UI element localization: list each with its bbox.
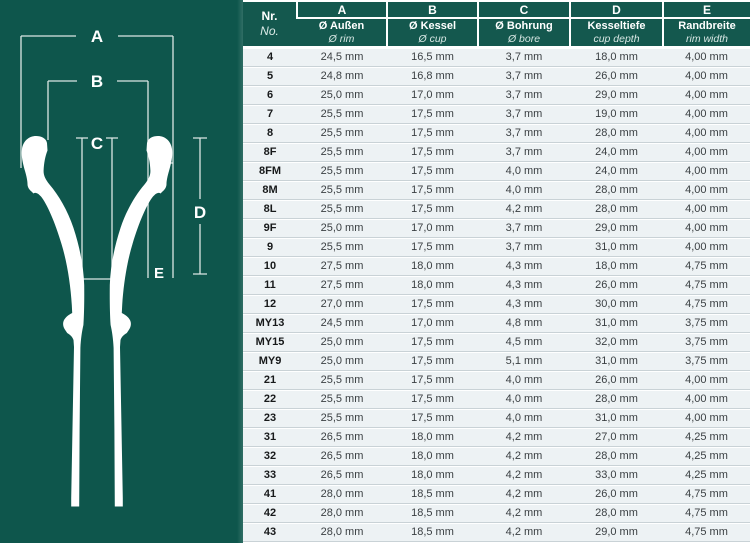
cell-nr: 10 [243,257,297,276]
cell-d: 24,0 mm [570,143,663,162]
cell-e: 4,75 mm [663,504,750,523]
column-header-b [387,18,478,47]
cell-c: 4,0 mm [478,181,570,200]
table-row [243,124,750,143]
table-row [243,105,750,124]
cell-c: 4,0 mm [478,371,570,390]
cell-c: 3,7 mm [478,238,570,257]
column-subtitle: Ø cup [418,33,447,45]
cell-nr: 8L [243,200,297,219]
cell-a: 27,5 mm [297,257,387,276]
cell-nr: 7 [243,105,297,124]
column-name: Kesseltiefe [587,20,646,32]
cell-b: 16,8 mm [387,67,478,86]
cell-a: 25,5 mm [297,371,387,390]
cell-d: 24,0 mm [570,162,663,181]
cell-a: 28,0 mm [297,523,387,542]
column-header-d [570,18,663,47]
cell-b: 17,5 mm [387,390,478,409]
cell-b: 18,0 mm [387,257,478,276]
cell-a: 25,0 mm [297,333,387,352]
cell-b: 17,5 mm [387,295,478,314]
cell-b: 18,0 mm [387,276,478,295]
spec-table-wrap [243,0,750,543]
cell-b: 16,5 mm [387,47,478,67]
cell-e: 4,25 mm [663,447,750,466]
column-subtitle: rim width [685,33,728,45]
cell-nr: 42 [243,504,297,523]
table-row [243,466,750,485]
nr-label: Nr. [261,9,278,23]
dimension-c-line [76,138,118,279]
table-row [243,257,750,276]
cell-a: 24,5 mm [297,314,387,333]
cell-b: 18,5 mm [387,504,478,523]
cell-e: 4,75 mm [663,257,750,276]
cell-e: 4,75 mm [663,485,750,504]
table-row [243,314,750,333]
column-letter-a: A [297,1,387,18]
cell-b: 18,5 mm [387,485,478,504]
cell-b: 17,5 mm [387,200,478,219]
cell-e: 4,00 mm [663,219,750,238]
cell-c: 4,5 mm [478,333,570,352]
column-letter-c: C [478,1,570,18]
cell-e: 4,00 mm [663,162,750,181]
cell-c: 4,8 mm [478,314,570,333]
cell-d: 30,0 mm [570,295,663,314]
cell-e: 3,75 mm [663,333,750,352]
spec-table-body [243,47,750,542]
table-row [243,143,750,162]
cell-b: 17,5 mm [387,162,478,181]
column-header-a [297,18,387,47]
cell-d: 29,0 mm [570,523,663,542]
dimension-d-label: D [193,203,207,222]
cell-a: 26,5 mm [297,466,387,485]
table-row [243,181,750,200]
table-row [243,276,750,295]
cell-c: 4,2 mm [478,200,570,219]
cell-nr: 8 [243,124,297,143]
header-letters-row [243,1,750,18]
cell-nr: 4 [243,47,297,67]
cell-nr: MY9 [243,352,297,371]
cell-e: 4,75 mm [663,276,750,295]
table-row [243,485,750,504]
cell-a: 27,5 mm [297,276,387,295]
cell-d: 26,0 mm [570,485,663,504]
cell-nr: 22 [243,390,297,409]
cell-e: 4,00 mm [663,143,750,162]
cell-b: 18,0 mm [387,428,478,447]
table-row [243,352,750,371]
cell-d: 26,0 mm [570,276,663,295]
cell-b: 17,5 mm [387,143,478,162]
cell-d: 28,0 mm [570,181,663,200]
cell-b: 17,5 mm [387,333,478,352]
cell-c: 4,2 mm [478,504,570,523]
cell-a: 25,5 mm [297,143,387,162]
column-header-nr [243,1,297,47]
cell-nr: 5 [243,67,297,86]
cell-nr: 33 [243,466,297,485]
cell-b: 17,5 mm [387,105,478,124]
cell-e: 4,00 mm [663,409,750,428]
spec-table [243,0,750,542]
dimension-c-label: C [90,134,104,153]
table-row [243,67,750,86]
cell-nr: 11 [243,276,297,295]
cell-c: 4,0 mm [478,162,570,181]
cell-c: 4,2 mm [478,466,570,485]
cell-nr: 31 [243,428,297,447]
cell-nr: 32 [243,447,297,466]
cell-c: 3,7 mm [478,86,570,105]
cell-b: 17,5 mm [387,181,478,200]
cell-a: 24,5 mm [297,47,387,67]
cell-c: 5,1 mm [478,352,570,371]
cell-d: 32,0 mm [570,333,663,352]
cell-d: 33,0 mm [570,466,663,485]
cell-e: 4,00 mm [663,86,750,105]
cell-nr: 43 [243,523,297,542]
cell-nr: 6 [243,86,297,105]
panel-edge-highlight [237,0,243,543]
table-row [243,219,750,238]
table-row [243,447,750,466]
table-row [243,333,750,352]
table-row [243,409,750,428]
column-subtitle: cup depth [593,33,640,45]
cell-d: 27,0 mm [570,428,663,447]
cell-d: 18,0 mm [570,257,663,276]
cell-a: 26,5 mm [297,428,387,447]
cell-d: 28,0 mm [570,447,663,466]
column-letter-e: E [663,1,750,18]
cell-c: 3,7 mm [478,105,570,124]
cell-d: 31,0 mm [570,238,663,257]
header-names-row [243,18,750,47]
column-name: Ø Außen [318,20,365,32]
cell-nr: MY15 [243,333,297,352]
no-label: No. [260,24,279,38]
cell-d: 28,0 mm [570,390,663,409]
cell-e: 4,00 mm [663,181,750,200]
cell-a: 25,5 mm [297,409,387,428]
cell-nr: 9F [243,219,297,238]
cell-a: 25,0 mm [297,86,387,105]
cell-b: 18,0 mm [387,447,478,466]
cell-d: 18,0 mm [570,47,663,67]
table-row [243,86,750,105]
cell-e: 4,00 mm [663,124,750,143]
cell-c: 4,3 mm [478,276,570,295]
cell-e: 4,00 mm [663,390,750,409]
table-row [243,523,750,542]
cell-nr: 23 [243,409,297,428]
cell-nr: 41 [243,485,297,504]
column-header-e [663,18,750,47]
cell-nr: MY13 [243,314,297,333]
cell-c: 3,7 mm [478,143,570,162]
cell-c: 4,2 mm [478,485,570,504]
cell-b: 18,5 mm [387,523,478,542]
column-name: Ø Bohrung [495,20,553,32]
cell-d: 29,0 mm [570,86,663,105]
cell-d: 28,0 mm [570,504,663,523]
cell-c: 3,7 mm [478,47,570,67]
cell-a: 25,0 mm [297,352,387,371]
table-row [243,371,750,390]
cell-d: 28,0 mm [570,124,663,143]
cell-e: 4,00 mm [663,47,750,67]
cell-nr: 12 [243,295,297,314]
cell-a: 25,5 mm [297,124,387,143]
cell-b: 17,5 mm [387,371,478,390]
cell-e: 4,00 mm [663,200,750,219]
cell-nr: 8FM [243,162,297,181]
cell-d: 19,0 mm [570,105,663,124]
cell-c: 4,0 mm [478,390,570,409]
cell-b: 17,0 mm [387,86,478,105]
cell-c: 3,7 mm [478,124,570,143]
cell-b: 17,5 mm [387,352,478,371]
cell-a: 27,0 mm [297,295,387,314]
column-name: Ø Kessel [408,20,457,32]
cell-b: 17,0 mm [387,219,478,238]
cell-nr: 21 [243,371,297,390]
table-row [243,295,750,314]
cell-e: 4,25 mm [663,466,750,485]
cell-a: 25,5 mm [297,162,387,181]
cell-e: 3,75 mm [663,352,750,371]
cell-d: 31,0 mm [570,409,663,428]
cell-c: 4,2 mm [478,428,570,447]
cell-a: 28,0 mm [297,504,387,523]
cell-c: 4,2 mm [478,523,570,542]
dimension-e-label: E [153,265,165,282]
cell-a: 28,0 mm [297,485,387,504]
cell-a: 25,5 mm [297,200,387,219]
cell-e: 4,00 mm [663,105,750,124]
cell-a: 25,5 mm [297,390,387,409]
cell-e: 4,75 mm [663,295,750,314]
table-row [243,162,750,181]
dimension-b-label: B [90,72,104,91]
cell-c: 4,3 mm [478,257,570,276]
column-header-c [478,18,570,47]
cell-e: 4,00 mm [663,238,750,257]
cell-nr: 8M [243,181,297,200]
cell-b: 17,5 mm [387,409,478,428]
cell-b: 18,0 mm [387,466,478,485]
table-row [243,428,750,447]
cell-e: 4,00 mm [663,67,750,86]
mouthpiece-diagram-panel [0,0,243,543]
cell-c: 3,7 mm [478,219,570,238]
cell-nr: 8F [243,143,297,162]
cell-d: 26,0 mm [570,371,663,390]
cell-c: 4,0 mm [478,409,570,428]
cell-b: 17,5 mm [387,124,478,143]
cell-nr: 9 [243,238,297,257]
column-letter-b: B [387,1,478,18]
cell-b: 17,5 mm [387,238,478,257]
cell-b: 17,0 mm [387,314,478,333]
cell-c: 4,2 mm [478,447,570,466]
column-name: Randbreite [678,20,736,32]
cell-e: 4,00 mm [663,371,750,390]
cell-e: 4,25 mm [663,428,750,447]
table-row [243,504,750,523]
column-letter-d: D [570,1,663,18]
mouthpiece-cross-section [22,136,173,507]
cell-a: 25,0 mm [297,219,387,238]
cell-d: 29,0 mm [570,219,663,238]
cell-a: 25,5 mm [297,181,387,200]
table-row [243,47,750,67]
table-row [243,238,750,257]
cell-d: 31,0 mm [570,314,663,333]
column-subtitle: Ø bore [507,33,541,45]
cell-e: 4,75 mm [663,523,750,542]
cell-a: 24,8 mm [297,67,387,86]
mouthpiece-diagram [0,0,243,543]
cell-a: 25,5 mm [297,238,387,257]
dimension-a-label: A [90,27,104,46]
cell-c: 4,3 mm [478,295,570,314]
cell-d: 28,0 mm [570,200,663,219]
cell-d: 31,0 mm [570,352,663,371]
cell-a: 25,5 mm [297,105,387,124]
cell-a: 26,5 mm [297,447,387,466]
cell-c: 3,7 mm [478,67,570,86]
table-row [243,200,750,219]
table-row [243,390,750,409]
cell-e: 3,75 mm [663,314,750,333]
column-subtitle: Ø rim [328,33,355,45]
cell-d: 26,0 mm [570,67,663,86]
